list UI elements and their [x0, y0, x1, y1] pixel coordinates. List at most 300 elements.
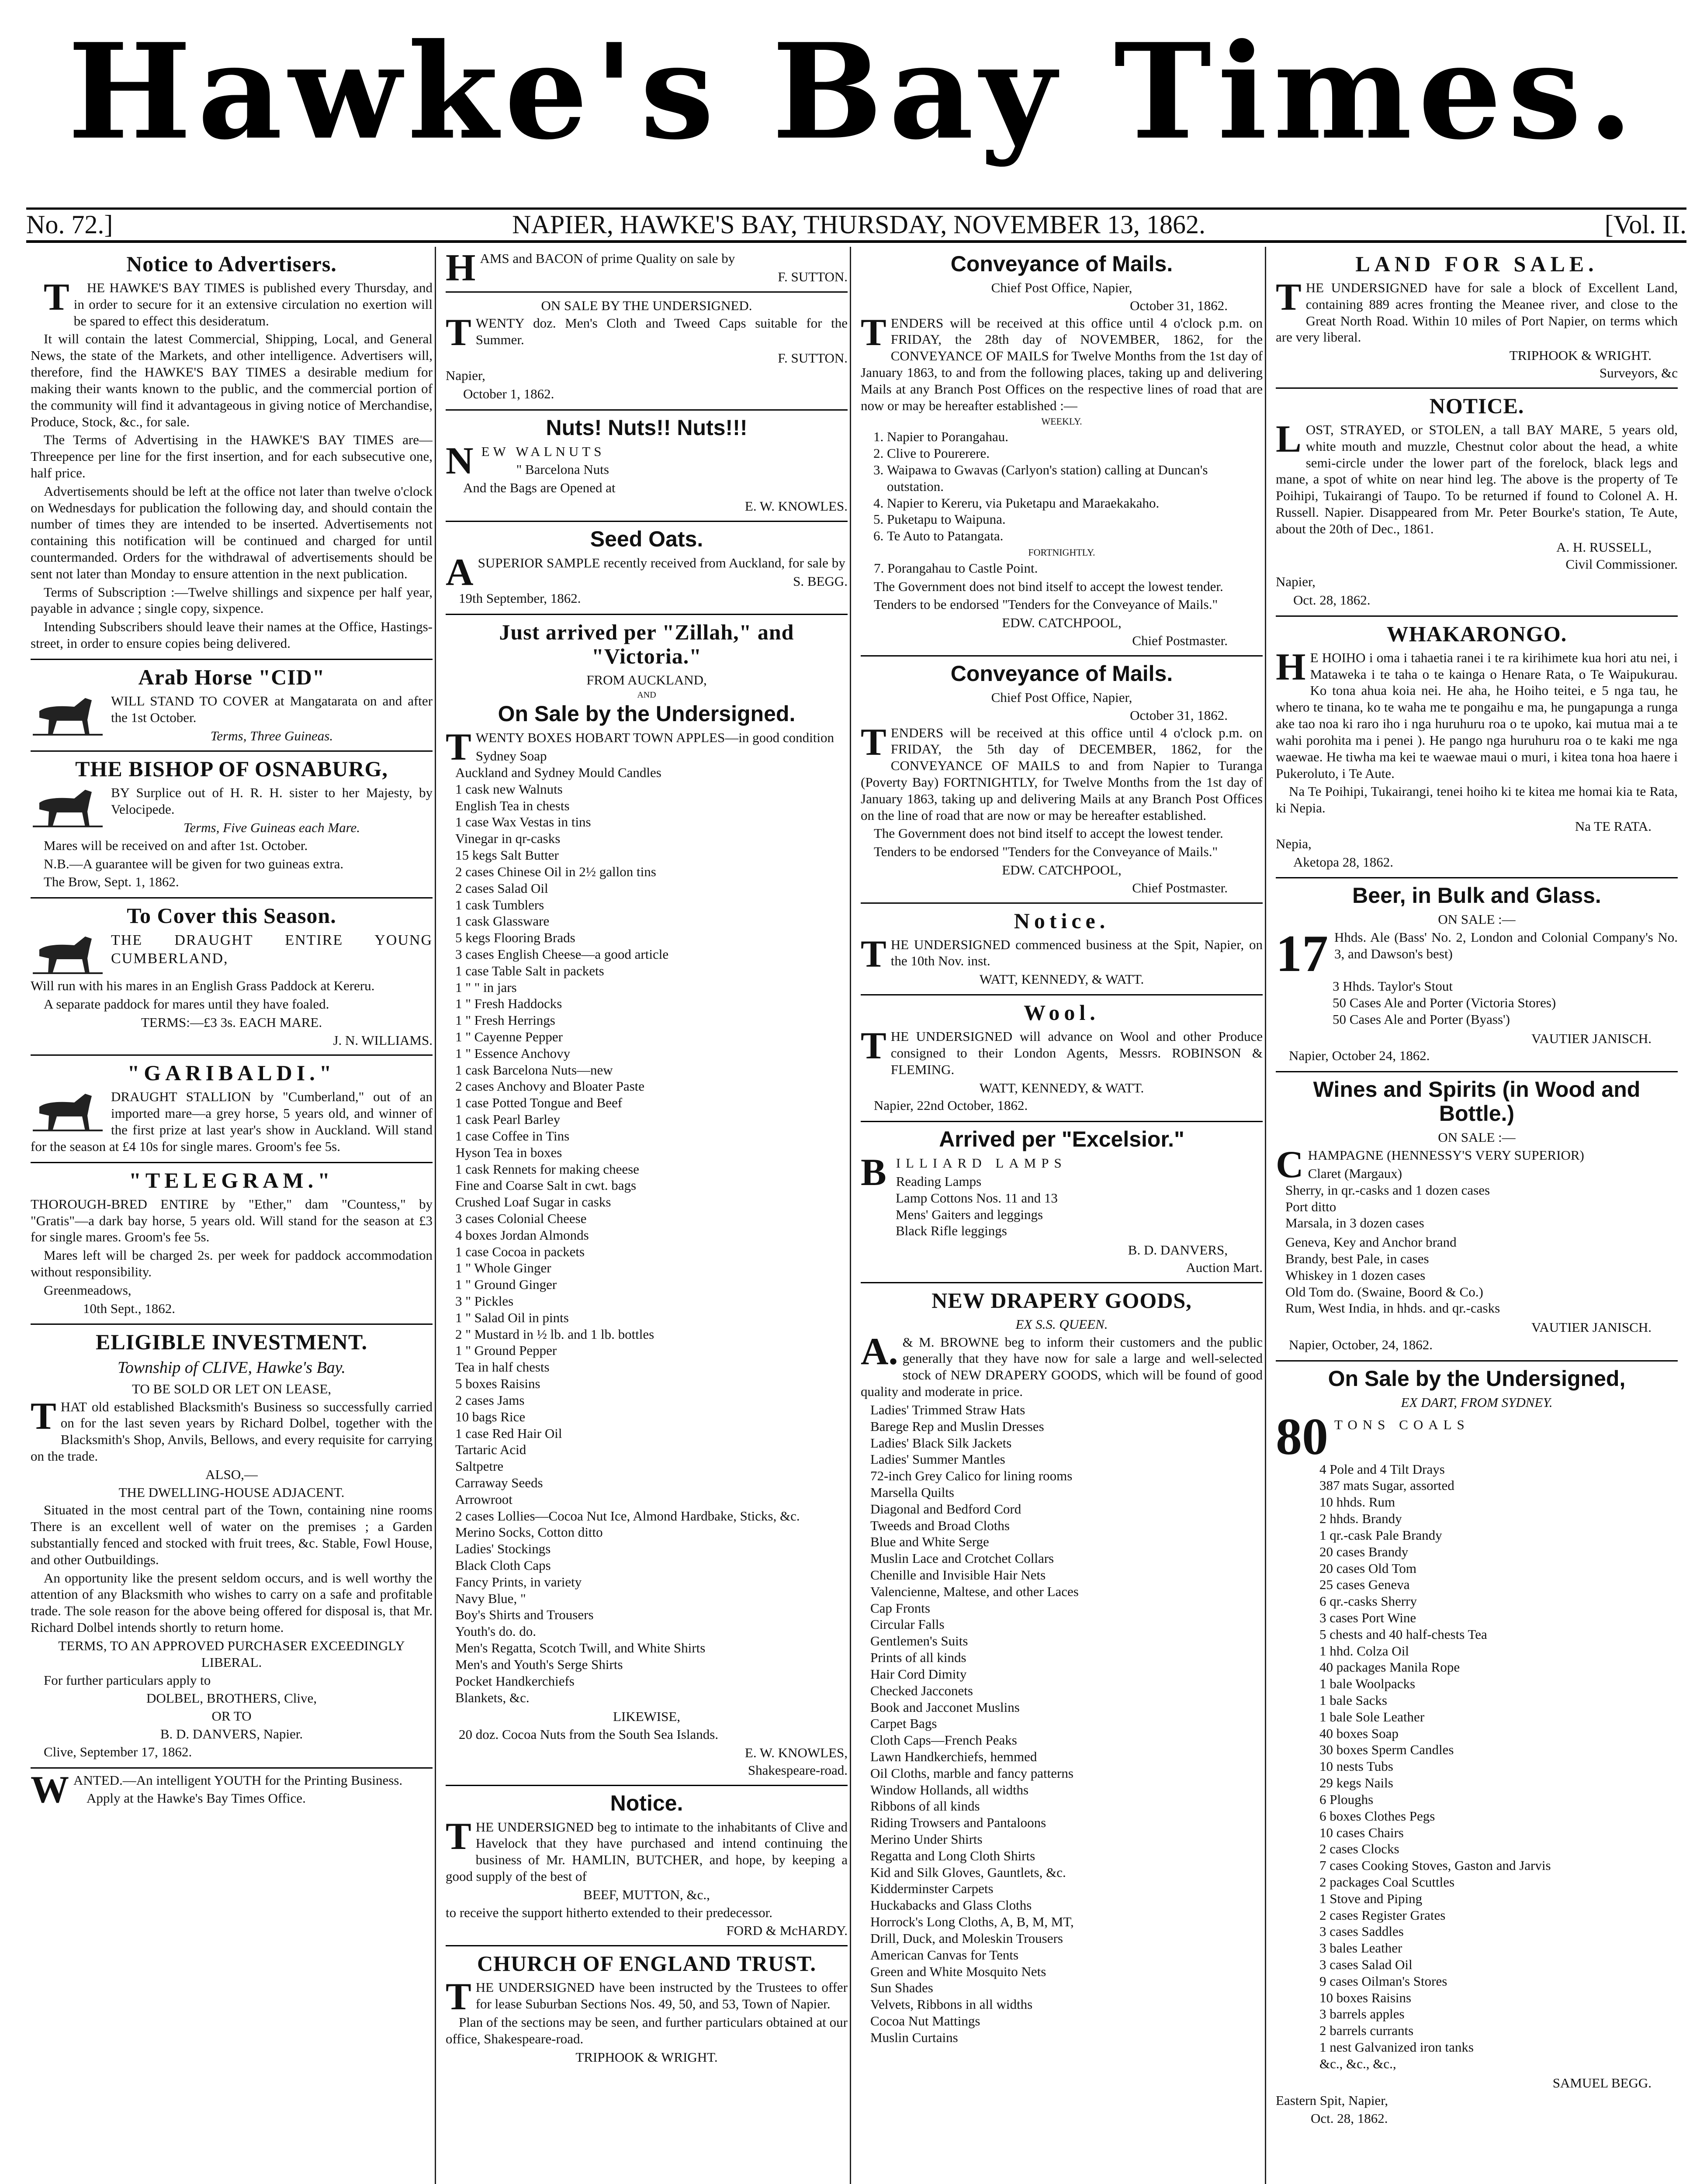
ad-land-for-sale [1276, 247, 1678, 389]
list-item: 4 Pole and 4 Tilt Drays [1319, 1461, 1445, 1477]
ad-paragraph: THE HAWKE'S BAY TIMES is published every Thursday, and in order to secure for it an extensive circulation no exertion will be spared to effect this desideratum. [44, 276, 433, 328]
list-item: 3 cases Saddles [1319, 1924, 1404, 1939]
list-item: Arrowroot [455, 1491, 512, 1507]
list-item: Ribbons of all kinds [870, 1798, 980, 1814]
list-item: Auckland and Sydney Mould Candles [455, 765, 661, 781]
list-item: 2 cases Jams [455, 1392, 525, 1408]
ad-title: Just arrived per "Zillah," and "Victoria." [499, 620, 794, 669]
ad-lead: ON SALE :— [1438, 912, 1516, 927]
ad-date: 10th Sept., 1862. [83, 1300, 175, 1316]
ad-title: "GARIBALDI." [127, 1061, 336, 1085]
list-item: 7 cases Cooking Stoves, Gaston and Jarvis [1319, 1858, 1551, 1873]
ad-signature: B. D. DANVERS, [1128, 1242, 1228, 1258]
list-item: Gentlemen's Suits [870, 1633, 968, 1649]
ad-date: Napier, October, 24, 1862. [1289, 1337, 1433, 1352]
list-item: 5 chests and 40 half-chests Tea [1319, 1626, 1487, 1642]
list-item: Reading Lamps [896, 1173, 982, 1189]
ad-hams [446, 247, 848, 293]
ad-subtitle: Township of CLIVE, Hawke's Bay. [118, 1358, 346, 1377]
list-item: 1 " Fresh Herrings [455, 1013, 555, 1028]
list-item: Carpet Bags [870, 1716, 937, 1731]
list-item: Tea in half chests [455, 1359, 550, 1375]
ad-text: CHAMPAGNE (HENNESSY'S VERY SUPERIOR) [1276, 1144, 1584, 1186]
list-item: &c., &c., &c., [1319, 2056, 1396, 2071]
ad-seed-oats [446, 522, 848, 615]
ad-lead: BEEF, MUTTON, &c., [583, 1887, 710, 1902]
horse-icon [31, 785, 105, 829]
list-item: 1 " Ground Pepper [455, 1343, 557, 1358]
ad-signature: TRIPHOOK & WRIGHT. [1509, 348, 1652, 363]
ad-date: Oct. 28, 1862. [1311, 2111, 1388, 2126]
column-1 [31, 247, 433, 2184]
ad-text: THE UNDERSIGNED have for sale a block of Excellent Land, containing 889 acres fronting the Meanee river, and close to the Great North Road. Within 10 miles of Port Napier, on terms which are very liberal. [1276, 276, 1678, 345]
ad-garibaldi [31, 1056, 433, 1163]
ad-conveyance-of-mails-1 [861, 247, 1263, 657]
ad-title: On Sale by the Undersigned, [1328, 1366, 1626, 1391]
ad-paragraph: Situated in the most central part of the Town, containing nine rooms There is an excellent well of water on the premises ; a Garden substantially fenced and stocked with fruit trees, &c. Stable, Fowl House, and other Outbuildings. [31, 1502, 433, 1567]
column-4 [1276, 247, 1678, 2184]
list-item: Lawn Handkerchiefs, hemmed [870, 1749, 1037, 1764]
ad-title: Notice. [1014, 908, 1110, 933]
list-item: 1 qr.-cask Pale Brandy [1319, 1527, 1442, 1543]
list-item: 2 cases Clocks [1319, 1841, 1399, 1857]
ad-wool [861, 995, 1263, 1122]
list-item: 1 cask Barcelona Nuts—new [455, 1062, 613, 1078]
ad-text: WANTED.—An intelligent YOUTH for the Printing Business. [31, 1768, 403, 1811]
list-item: Cocoa Nut Mattings [870, 2013, 980, 2028]
ad-wanted [31, 1769, 433, 1814]
list-item: 3 cases Colonial Cheese [455, 1210, 587, 1226]
horse-icon [31, 1089, 105, 1133]
list-item: 387 mats Sugar, assorted [1319, 1478, 1454, 1493]
list-item: 1 " Salad Oil in pints [455, 1310, 569, 1325]
ad-paragraph: Mares left will be charged 2s. per week for paddock accommodation without responsibility. [31, 1248, 433, 1279]
place-date: NAPIER, HAWKE'S BAY, THURSDAY, NOVEMBER 13, 1862. [512, 210, 1205, 239]
column-2 [446, 247, 848, 2184]
list-item: 2 barrels currants [1319, 2023, 1414, 2039]
ad-paragraph: For further particulars apply to [44, 1672, 211, 1688]
list-item: Horrock's Long Cloths, A, B, M, MT, [870, 1914, 1074, 1930]
ad-or: OR TO [211, 1708, 252, 1724]
ad-text: ASUPERIOR SAMPLE recently received from Auckland, for sale by [446, 551, 845, 594]
ad-text: TWENTY BOXES HOBART TOWN APPLES—in good condition [446, 726, 834, 769]
ad-whakarongo [1276, 617, 1678, 879]
list-item: 6 qr.-casks Sherry [1319, 1593, 1417, 1609]
list-item: 3. Waipawa to Gwavas (Carlyon's station) calling at Duncan's outstation. [887, 462, 1263, 495]
list-item: Men's Regatta, Scotch Twill, and White Shirts [455, 1640, 706, 1656]
list-item: 6 boxes Clothes Pegs [1319, 1808, 1435, 1824]
ad-title: Nuts! Nuts!! Nuts!!! [546, 415, 748, 440]
ad-signature: B. D. DANVERS, Napier. [160, 1726, 303, 1742]
ad-paragraph: Tenders to be endorsed "Tenders for the Conveyance of Mails." [874, 844, 1218, 860]
ad-text: WILL STAND TO COVER at Mangatarata on and after the 1st October. [111, 693, 433, 725]
ad-date: October 31, 1862. [1130, 297, 1228, 313]
column-rule [850, 247, 851, 2184]
list-item: Rum, West India, in hhds. and qr.-casks [1285, 1300, 1500, 1316]
list-item: 1 case Red Hair Oil [455, 1425, 562, 1441]
list-item: Lamp Cottons Nos. 11 and 13 [896, 1190, 1058, 1206]
ad-text: 20 doz. Cocoa Nuts from the South Sea Islands. [459, 1727, 719, 1742]
ad-terms: Terms, Three Guineas. [210, 728, 333, 743]
ad-church-trust [446, 1946, 848, 2072]
list-item: 50 Cases Ale and Porter (Victoria Stores) [1333, 995, 1556, 1010]
ad-office: Chief Post Office, Napier, [991, 689, 1132, 705]
list-item: Checked Jacconets [870, 1683, 973, 1698]
ad-signature: EDW. CATCHPOOL, [1002, 862, 1122, 878]
list-item: 2 cases Register Grates [1319, 1907, 1446, 1923]
ad-signature: VAUTIER JANISCH. [1531, 1320, 1652, 1335]
ad-text: THE UNDERSIGNED will advance on Wool and other Produce consigned to their London Agents, Messrs. ROBINSON & FLEMING. [861, 1025, 1263, 1077]
list-item: Tweeds and Broad Cloths [870, 1517, 1010, 1533]
list-item: Huckabacks and Glass Cloths [870, 1897, 1032, 1913]
ad-signature: A. H. RUSSELL, [1556, 539, 1652, 555]
list-item: Tartaric Acid [455, 1442, 526, 1458]
list-item: 25 cases Geneva [1319, 1577, 1410, 1593]
ad-cid [31, 660, 433, 752]
ad-notice-butcher [446, 1786, 848, 1947]
ad-paragraph: The Government does not bind itself to accept the lowest tender. [874, 826, 1223, 841]
dateline [26, 207, 1686, 243]
list-item: 3 cases English Cheese—a good article [455, 946, 669, 962]
ad-signature: E. W. KNOWLES, [744, 1745, 848, 1760]
ad-paragraph: Will run with his mares in an English Grass Paddock at Kereru. [31, 978, 375, 994]
list-item: Navy Blue, " [455, 1590, 526, 1606]
ad-signature: F. SUTTON. [778, 350, 848, 366]
ad-signature: WATT, KENNEDY, & WATT. [979, 1080, 1144, 1095]
ad-title: LAND FOR SALE. [1355, 252, 1598, 276]
list-item: Prints of all kinds [870, 1650, 966, 1666]
ad-title: To Cover this Season. [127, 903, 336, 928]
ad-signature: Auction Mart. [1186, 1260, 1263, 1275]
list-item: 4. Napier to Kereru, via Puketapu and Maraekakaho. [887, 495, 1263, 511]
ad-conveyance-of-mails-2 [861, 657, 1263, 904]
ad-date: October 1, 1862. [463, 386, 554, 401]
list-item: 1 bale Sole Leather [1319, 1709, 1425, 1724]
list-item: 2 hhds. Brandy [1319, 1511, 1402, 1527]
list-item: 10 cases Chairs [1319, 1825, 1404, 1840]
list-item: American Canvas for Tents [870, 1947, 1019, 1963]
list-item: Chenille and Invisible Hair Nets [870, 1567, 1046, 1583]
ad-text: TENDERS will be received at this office until 4 o'clock p.m. on FRIDAY, the 28th day of NOVEMBER, 1862, for the CONVEYANCE OF MAILS for Twelve Months from the 1st day of January 1863, to and from the following places, taking up and delivering Mails at any Branch Post Offices on the respective lines of road that are now or may be hereafter established :— [861, 311, 1263, 413]
list-item: 29 kegs Nails [1319, 1775, 1393, 1791]
ad-route: 7. Porangahau to Castle Point. [874, 560, 1038, 576]
ad-text: DRAUGHT STALLION by "Cumberland," out of an imported mare—a grey horse, 5 years old, and winner of the first prize at last year's show in Auckland. Will stand for the season at £4 10s for single mares. Groom's fee 5s. [31, 1089, 433, 1154]
item-list [1319, 1461, 1678, 2072]
ad-title: NEW DRAPERY GOODS, [931, 1288, 1192, 1313]
list-item: 3 cases Port Wine [1319, 1610, 1416, 1625]
ad-subtitle: EX DART, FROM SYDNEY. [1401, 1394, 1553, 1410]
list-item: Riding Trowsers and Pantaloons [870, 1815, 1046, 1831]
list-item: 2 cases Salad Oil [455, 880, 548, 896]
ad-weekly: WEEKLY. [1041, 415, 1082, 427]
ad-text: " Barcelona Nuts [516, 462, 609, 477]
ad-title: Conveyance of Mails. [950, 252, 1173, 276]
ad-beer [1276, 878, 1678, 1072]
list-item: Crushed Loaf Sugar in casks [455, 1194, 611, 1210]
volume: [Vol. II. [1604, 210, 1686, 239]
list-item: Muslin Curtains [870, 2029, 958, 2045]
ad-title: Wines and Spirits (in Wood and Bottle.) [1313, 1077, 1641, 1126]
ad-quantity: 80 [1276, 1407, 1328, 1465]
list-item: Boy's Shirts and Trousers [455, 1607, 594, 1623]
list-item: 15 kegs Salt Butter [455, 847, 559, 863]
list-item: 1 cask Rennets for making cheese [455, 1161, 639, 1177]
list-item: Oil Cloths, marble and fancy patterns [870, 1765, 1073, 1781]
ad-text: THE DRAUGHT ENTIRE YOUNG CUMBERLAND, [111, 932, 433, 967]
ad-signature: Na TE RATA. [1575, 818, 1652, 834]
ad-title: Seed Oats. [590, 526, 703, 551]
ad-paragraph: Advertisements should be left at the office not later than twelve o'clock on Wednesdays for publication the following day, and should contain the number of times they are intended to be inserted. Advertisements not containing this notification will be continued and charged for until countermanded. Orders for the withdrawal of advertisements should be sent not later than Monday to ensure attention in the next publication. [31, 483, 433, 581]
list-item: Geneva, Key and Anchor brand [1285, 1234, 1457, 1250]
ad-subtitle: On Sale by the Undersigned. [498, 702, 796, 726]
list-item: 40 packages Manila Rope [1319, 1659, 1460, 1675]
ad-title: Arrived per "Excelsior." [939, 1127, 1184, 1152]
ad-lead: ON SALE :— [1438, 1130, 1516, 1145]
column-rule [435, 247, 436, 2184]
list-item: 1 case Cocoa in packets [455, 1244, 585, 1259]
ad-signature: S. BEGG. [793, 573, 848, 589]
ad-telegram [31, 1163, 433, 1325]
list-item: Whiskey in 1 dozen cases [1285, 1267, 1426, 1283]
list-item: 1 cask new Walnuts [455, 781, 563, 797]
ad-signature: TRIPHOOK & WRIGHT. [575, 2049, 718, 2065]
list-item: Old Tom do. (Swaine, Boord & Co.) [1285, 1284, 1483, 1299]
ad-signature: VAUTIER JANISCH. [1531, 1030, 1652, 1046]
ad-date: Aketopa 28, 1862. [1293, 854, 1394, 870]
ad-title: ELIGIBLE INVESTMENT. [95, 1330, 368, 1355]
ad-and: AND [637, 690, 656, 700]
list-item: Diagonal and Bedford Cord [870, 1501, 1021, 1517]
ad-date: Clive, September 17, 1862. [44, 1744, 192, 1759]
ad-title: "TELEGRAM." [129, 1168, 334, 1192]
list-item: 9 cases Oilman's Stores [1319, 1973, 1447, 1989]
list-item: Velvets, Ribbons in all widths [870, 1997, 1033, 2012]
ad-new-drapery [861, 1283, 1263, 2054]
ad-text: Hhds. Ale (Bass' No. 2, London and Colonial Company's No. 3, and Dawson's best) [1334, 930, 1678, 961]
notice-to-advertisers [31, 247, 433, 660]
ad-text: And the Bags are Opened at [463, 480, 616, 496]
list-item: 1 " Fresh Haddocks [455, 996, 562, 1012]
list-item: Youth's do. do. [455, 1624, 537, 1639]
ad-paragraph: Plan of the sections may be seen, and further particulars obtained at our office, Shakespeare-road. [446, 2014, 848, 2046]
list-item: Book and Jacconet Muslins [870, 1699, 1020, 1715]
ad-date: Oct. 28, 1862. [1293, 592, 1371, 608]
list-item: 1 " Essence Anchovy [455, 1045, 571, 1061]
ad-text: to receive the support hitherto extended to their predecessor. [446, 1904, 773, 1920]
ad-wines-spirits [1276, 1072, 1678, 1362]
item-list [1333, 978, 1678, 1027]
ad-title: Wool. [1024, 1000, 1100, 1025]
ad-text: TWENTY doz. Men's Cloth and Tweed Caps suitable for the Summer. [446, 311, 848, 354]
ad-signature: Chief Postmaster. [1132, 633, 1228, 649]
list-item: Fancy Prints, in variety [455, 1574, 582, 1590]
ad-title: Notice to Advertisers. [126, 252, 337, 276]
list-item: 1 " Cayenne Pepper [455, 1029, 563, 1045]
list-item: 1 cask Glassware [455, 913, 550, 929]
list-item: 1 case Wax Vestas in tins [455, 814, 591, 830]
ad-signature: SAMUEL BEGG. [1552, 2075, 1652, 2091]
list-item: 1 case Potted Tongue and Beef [455, 1095, 623, 1111]
ad-date: Napier, October 24, 1862. [1289, 1048, 1430, 1064]
list-item: 5 boxes Raisins [455, 1376, 540, 1392]
list-item: 5 kegs Flooring Brads [455, 930, 575, 946]
list-item: 10 boxes Raisins [1319, 1990, 1412, 2005]
list-item: 2 cases Chinese Oil in 2½ gallon tins [455, 864, 656, 879]
list-item: 3 " Pickles [455, 1293, 514, 1309]
list-item: 6. Te Auto to Patangata. [887, 528, 1263, 544]
list-item: Window Hollands, all widths [870, 1782, 1029, 1797]
list-item: Vinegar in qr-casks [455, 831, 561, 847]
ad-place: Napier, [446, 367, 485, 383]
list-item: Marsala, in 3 dozen cases [1285, 1215, 1424, 1231]
ad-signature: F. SUTTON. [778, 269, 848, 284]
list-item: Saltpetre [455, 1458, 504, 1474]
ad-signature: Surveyors, &c [1599, 365, 1678, 381]
list-item: 1 " " in jars [455, 979, 517, 995]
ad-nuts [446, 411, 848, 522]
ad-signature: EDW. CATCHPOOL, [1002, 615, 1122, 631]
list-item: 1 hhd. Colza Oil [1319, 1643, 1409, 1659]
ad-text: THE UNDERSIGNED have been instructed by the Trustees to offer for lease Suburban Sections Nos. 49, 50, and 53, Town of Napier. [446, 1976, 848, 2018]
ad-paragraph: An opportunity like the present seldom occurs, and is well worthy the attention of any Blacksmith who wishes to carry on a safe and profitable trade. The sole reason for the above being offered for disposal is, that Mr. Richard Dolbel intends shortly to return home. [31, 1570, 433, 1635]
ad-text: LOST, STRAYED, or STOLEN, a tall BAY MARE, 5 years old, white mouth and muzzle, Chestnut color about the head, a white semi-circle under the lower part of the forelock, black legs and mane, a spot of white on near hind leg. The above is the property of Te Poihipi, Tukairangi of Taupo. To be returned if found to Colonel A. H. Russell. Napier. Disappeared from Mr. Peter Bourke's station, Te Aute, about the 20th of Dec., 1861. [1276, 418, 1678, 536]
list-item: Circular Falls [870, 1617, 945, 1632]
issue-number: No. 72.] [26, 210, 113, 239]
ad-lead: THE DWELLING-HOUSE ADJACENT. [118, 1484, 345, 1500]
list-item: 4 boxes Jordan Almonds [455, 1227, 589, 1243]
ad-signature: Civil Commissioner. [1565, 556, 1678, 572]
list-item: 1 " Whole Ginger [455, 1260, 551, 1276]
ad-terms: TERMS:—£3 3s. EACH MARE. [141, 1014, 322, 1030]
ad-text: TONS COALS [1334, 1417, 1470, 1432]
ad-title: Conveyance of Mails. [950, 661, 1173, 686]
ad-lead: TO BE SOLD OR LET ON LEASE, [132, 1381, 332, 1396]
ad-paragraph: The Government does not bind itself to accept the lowest tender. [874, 578, 1223, 594]
list-item: 10 hhds. Rum [1319, 1494, 1395, 1510]
ad-terms: TERMS, TO AN APPROVED PURCHASER EXCEEDINGLY LIBERAL. [58, 1638, 405, 1670]
ad-text: TENDERS will be received at this office until 4 o'clock p.m. on FRIDAY, the 5th day of DECEMBER, 1862, for the CONVEYANCE OF MAILS to and from Napier to Turanga (Poverty Bay) FORTNIGHTLY, for Twelve Months from the 1st day of January 1863, taking up and delivering Mails at any Branch Post Offices on the line of road that are now or may be hereafter established. [861, 721, 1263, 823]
list-item: Sherry, in qr.-casks and 1 dozen cases [1285, 1182, 1490, 1198]
ad-paragraph: Apply at the Hawke's Bay Times Office. [87, 1790, 306, 1806]
ad-text: THOROUGH-BRED ENTIRE by "Ether," dam "Countess," by "Gratis"—a dark bay horse, 5 years old. Will stand for the season at £3 for single mares. Groom's fee 5s. [31, 1196, 433, 1245]
ad-title: Beer, in Bulk and Glass. [1352, 883, 1601, 908]
item-list [1285, 1165, 1678, 1231]
ad-signature: E. W. KNOWLES. [744, 498, 848, 514]
list-item: 3 bales Leather [1319, 1940, 1402, 1956]
list-item: Port ditto [1285, 1199, 1337, 1214]
list-item: 30 boxes Sperm Candles [1319, 1742, 1454, 1758]
list-item: Ladies' Summer Mantles [870, 1451, 1005, 1467]
list-item: Cloth Caps—French Peaks [870, 1732, 1017, 1748]
list-item: Merino Under Shirts [870, 1832, 983, 1847]
ad-title: Notice. [610, 1790, 683, 1815]
ad-date: 19th September, 1862. [459, 591, 581, 606]
ad-paragraph: Tenders to be endorsed "Tenders for the Conveyance of Mails." [874, 597, 1218, 612]
list-item: Blankets, &c. [455, 1690, 530, 1705]
ad-date: Napier, 22nd October, 1862. [874, 1098, 1028, 1113]
list-item: 3 Hhds. Taylor's Stout [1333, 978, 1453, 994]
list-item: Claret (Margaux) [1308, 1165, 1402, 1181]
ad-title: CHURCH OF ENGLAND TRUST. [477, 1951, 816, 1976]
ad-office: Chief Post Office, Napier, [991, 280, 1132, 295]
ad-signature: Shakespeare-road. [748, 1762, 848, 1778]
list-item: Carraway Seeds [455, 1475, 543, 1490]
ad-text: HE HOIHO i oma i tahaetia ranei i te ra kirihimete kua hori atu nei, i Mataweka i te taha o te kainga o Henare Rata, o Te Waipukurau. Ko tona ahua koia nei. He aha, he Hoiho teitei, e 5 nga tau, he whero te tinana, ko te waha me te pongaihu e ma, he pungapunga a runga ake tao noa ki raro iho i nga huruhuru roa o te upoko, kai mutua mai a te wahi porohita ma i penei ). He pango nga huruhuru roa o te kaki me nga waewae. He tiwha ma kei te waewae maui o muri, i kitea tona hoa haere i Pukeroluto, i Te Aute. [1276, 646, 1678, 781]
list-item: 1 cask Pearl Barley [455, 1112, 561, 1127]
ad-paragraph: Na Te Poihipi, Tukairangi, tenei hoiho ki te kitea me homai kia te Rata, ki Nepia. [1276, 784, 1678, 816]
ad-place: Greenmeadows, [44, 1282, 132, 1298]
list-item: Blue and White Serge [870, 1534, 989, 1550]
ad-lead: ON SALE BY THE UNDERSIGNED. [541, 297, 752, 313]
ad-text: THE UNDERSIGNED commenced business at the Spit, Napier, on the 10th Nov. inst. [861, 933, 1263, 975]
column-3 [861, 247, 1263, 2184]
ad-notice-watt-kennedy [861, 904, 1263, 995]
list-item: Fine and Coarse Salt in cwt. bags [455, 1178, 637, 1193]
ad-subtitle: EX S.S. QUEEN. [1015, 1316, 1108, 1332]
ad-zillah-victoria [446, 615, 848, 1786]
ad-paragraph: Mares will be received on and after 1st. October. [44, 837, 308, 853]
list-item: 2 packages Coal Scuttles [1319, 1874, 1455, 1890]
ad-excelsior [861, 1122, 1263, 1283]
list-item: Sydney Soap [475, 748, 547, 764]
list-item: Kid and Silk Gloves, Gauntlets, &c. [870, 1864, 1066, 1880]
list-item: Black Cloth Caps [455, 1558, 551, 1573]
ad-notice-bay-mare [1276, 389, 1678, 617]
list-item: 1 bale Sacks [1319, 1693, 1387, 1708]
list-item: Merino Socks, Cotton ditto [455, 1524, 603, 1540]
list-item: 2 cases Lollies—Cocoa Nut Ice, Almond Hardbake, Sticks, &c. [455, 1508, 800, 1524]
list-item: 1 Stove and Piping [1319, 1890, 1423, 1906]
ad-signature: Chief Postmaster. [1132, 880, 1228, 895]
item-list [1285, 1234, 1678, 1317]
list-item: Black Rifle leggings [896, 1223, 1007, 1239]
ad-ex-dart [1276, 1362, 1678, 2134]
ad-to-cover [31, 898, 433, 1056]
list-item: 6 Ploughs [1319, 1791, 1374, 1807]
item-list [870, 1402, 1263, 2046]
masthead-title: Hawke's Bay Times. [67, 14, 1640, 169]
ad-signature: The Brow, Sept. 1, 1862. [44, 874, 179, 890]
list-item: Kidderminster Carpets [870, 1881, 994, 1897]
list-item: Ladies' Trimmed Straw Hats [870, 1402, 1025, 1417]
ad-place: Napier, [1276, 574, 1316, 590]
list-item: 10 bags Rice [455, 1409, 526, 1424]
ad-quantity: 17 [1276, 924, 1328, 983]
ad-text: BILLIARD LAMPS [861, 1151, 1067, 1194]
list-item: 5. Puketapu to Waipuna. [887, 511, 1263, 528]
ad-paragraph: A separate paddock for mares until they have foaled. [44, 996, 329, 1012]
column-rule [1265, 247, 1266, 2184]
list-item: 1 cask Tumblers [455, 897, 544, 912]
ad-bishop-of-osnaburg [31, 752, 433, 898]
ad-on-sale-caps [446, 293, 848, 411]
list-item: 10 nests Tubs [1319, 1759, 1393, 1774]
item-list [455, 748, 848, 1706]
list-item: 1 nest Galvanized iron tanks [1319, 2039, 1474, 2055]
ad-text: HAMS and BACON of prime Quality on sale by [446, 247, 735, 289]
list-item: Sun Shades [870, 1980, 933, 1996]
ad-date: October 31, 1862. [1130, 707, 1228, 723]
list-item: 1 case Table Salt in packets [455, 963, 604, 978]
list-item: Hyson Tea in boxes [455, 1144, 562, 1160]
list-item: Ladies' Stockings [455, 1541, 551, 1557]
ad-place: Nepia, [1276, 836, 1312, 851]
list-item: Drill, Duck, and Moleskin Trousers [870, 1930, 1063, 1946]
list-item: Mens' Gaiters and leggings [896, 1206, 1043, 1222]
ad-paragraph: Intending Subscribers should leave their names at the Office, Hastings-street, in order to ensure copies being delivered. [31, 619, 433, 651]
list-item: 2 " Mustard in ½ lb. and 1 lb. bottles [455, 1326, 654, 1342]
list-item: 3 barrels apples [1319, 2006, 1405, 2022]
